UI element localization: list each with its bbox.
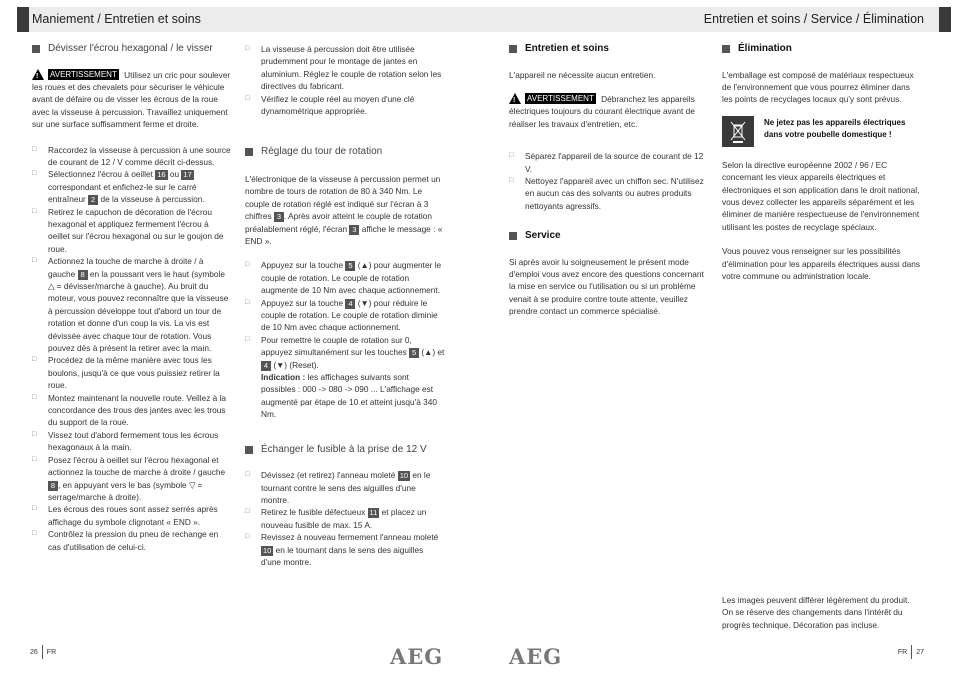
footer-divider bbox=[911, 645, 912, 659]
bin-warning-text: Ne jetez pas les appareils électriques dans votre poubelle domestique ! bbox=[764, 117, 906, 140]
part-number-badge: 5 bbox=[409, 348, 419, 358]
directive-paragraph: Selon la directive européenne 2002 / 96 / EC concernant les vieux appareils électriques et électroniques et son application dans le droit national, vous devez collecter les appareils séparément et les éliminer de manière respectueuse de l'environnement utilisant les postes de recyclage spéciaux. bbox=[722, 159, 920, 232]
warning-text: Débranchez les appareils électriques toujours du courant électrique avant de réaliser les travaux d'entretien, etc. bbox=[509, 93, 695, 129]
list-item: □ La visseuse à percussion doit être utilisée prudemment pour le montage de jantes en aluminium. Réglez le couple de rotation selon les directives du fabricant. bbox=[245, 43, 445, 93]
list-item: □ Nettoyez l'appareil avec un chiffon sec. N'utilisez en aucun cas des solvants ou autres produits nettoyants agressifs. bbox=[509, 175, 709, 212]
section-heading-service: Service bbox=[509, 230, 709, 243]
part-number-badge: 3 bbox=[274, 212, 284, 222]
list-item: □ Séparez l'appareil de la source de courant de 12 V. bbox=[509, 150, 709, 175]
part-number-badge: 4 bbox=[261, 361, 271, 371]
maintenance-paragraph: L'appareil ne nécessite aucun entretien. bbox=[509, 69, 656, 80]
right-header-title: Entretien et soins / Service / Élimination bbox=[703, 12, 924, 26]
left-header-bar bbox=[17, 7, 477, 32]
part-number-badge: 17 bbox=[183, 170, 192, 180]
torque-paragraph: L'électronique de la visseuse à percussion permet un nombre de tours de rotation de 80 à 340 Nm. Le couple de rotation réglé est indiqué sur l'écran à 3 chiffres 3 . Après avoir atteint le couple de rotation préalablement réglé, l'écran 3 affiche le message : « END ». bbox=[245, 173, 443, 246]
column-2 bbox=[245, 43, 445, 568]
aeg-logo-right: AEG bbox=[509, 644, 563, 669]
warning-badge: AVERTISSEMENT bbox=[50, 69, 117, 79]
maintenance-list bbox=[509, 150, 709, 212]
right-page-number: 27 bbox=[916, 648, 924, 656]
list-item: □ Retirez le fusible défectueux 11 et placez un nouveau fusible de max. 15 A. bbox=[245, 506, 445, 531]
left-footer bbox=[30, 645, 56, 659]
list-item: □ Pour remettre le couple de rotation sur 0, appuyez simultanément sur les touches 5 (▲) et 4 (▼) (Reset). Indication : les affichages suivants sont possibles : 000 -> 080 -> 090 ... L'affichage est augmenté par étape de 10 et atteint jusqu'à 340 Nm. bbox=[245, 334, 445, 421]
warning-label bbox=[32, 69, 119, 80]
warning-label bbox=[509, 93, 596, 104]
left-page-number: 26 bbox=[30, 648, 38, 656]
section-heading-maintenance: Entretien et soins bbox=[509, 43, 709, 56]
part-number-badge: 3 bbox=[349, 225, 359, 235]
list-item: □ Dévissez (et retirez) l'anneau moleté 10 en le tournant contre le sens des aiguilles d'une montre. bbox=[245, 469, 445, 506]
torque-steps-list bbox=[245, 259, 445, 420]
list-item: □ Raccordez la visseuse à percussion à une source de courant de 12 / V comme décrit ci-dessus. bbox=[32, 144, 232, 169]
column-4 bbox=[722, 43, 922, 282]
warning-triangle-icon: ! bbox=[32, 69, 44, 80]
crossed-bin-icon bbox=[722, 116, 754, 147]
list-item: □ Vérifiez le couple réel au moyen d'une clé dynamométrique appropriée. bbox=[245, 93, 445, 118]
section-heading-disposal: Élimination bbox=[722, 43, 922, 56]
part-number-badge: 2 bbox=[88, 195, 98, 205]
list-item: □ Appuyez sur la touche 5 (▲) pour augmenter le couple de rotation. Le couple de rotation augmente de 10 Nm avec chaque actionnement. bbox=[245, 259, 445, 296]
list-item: □ Retirez le capuchon de décoration de l'écrou hexagonal et appliquez fermement l'écrou à oeillet sur l'écrou hexagonal ou sur le goujon de roue. bbox=[32, 206, 232, 256]
left-language-code: FR bbox=[46, 648, 57, 656]
indication-label: Indication : bbox=[261, 372, 306, 383]
steps-list bbox=[32, 144, 232, 553]
list-item: □ Vissez tout d'abord fermement tous les écrous hexagonaux à la main. bbox=[32, 429, 232, 454]
column-1 bbox=[32, 43, 232, 553]
disposal-paragraph: L'emballage est composé de matériaux respectueux de l'environnement que vous pourrez éliminer dans les points de recyclages locaux qu'y sont prévus. bbox=[722, 69, 914, 105]
right-footer bbox=[898, 645, 924, 659]
list-item: □ Appuyez sur la touche 4 (▼) pour réduire le couple de rotation. Le couple de rotation diminie de 10 Nm avec chaque actionnement. bbox=[245, 297, 445, 334]
precaution-list bbox=[245, 43, 445, 117]
part-number-badge: 11 bbox=[369, 508, 378, 518]
part-number-badge: 8 bbox=[48, 481, 58, 491]
list-item: □ Montez maintenant la nouvelle route. Veillez à la concordance des trous des jantes avec les trous du support de la roue. bbox=[32, 392, 232, 429]
part-number-badge: 4 bbox=[345, 299, 355, 309]
right-language-code: FR bbox=[897, 648, 908, 656]
warning-triangle-icon: ! bbox=[509, 93, 521, 104]
part-number-badge: 16 bbox=[157, 170, 166, 180]
list-item: □ Posez l'écrou à oeillet sur l'écrou hexagonal et actionnez la touche de marche à droite / gauche 8 , en appuyant vers le bas (symbole ▽ = serrage/marche à droite). bbox=[32, 454, 232, 504]
service-paragraph: Si après avoir lu soigneusement le présent mode d'emploi vous avez encore des questions concernant la mise en service ou l'utilisation ou si un problème venait à se produire contre toute attente, veuillez prendre contact un commerce spécialisé. bbox=[509, 256, 704, 317]
section-heading-fuse: Échanger le fusible à la prise de 12 V bbox=[245, 444, 445, 457]
part-number-badge: 10 bbox=[263, 545, 272, 555]
left-header-tab bbox=[17, 7, 29, 32]
bin-notice bbox=[722, 116, 922, 156]
fuse-steps-list bbox=[245, 469, 445, 568]
left-header-title: Maniement / Entretien et soins bbox=[32, 12, 201, 26]
footer-divider bbox=[42, 645, 43, 659]
aeg-logo-left: AEG bbox=[390, 644, 444, 669]
list-item: □ Sélectionnez l'écrou à oeillet 16 ou 17 correspondant et enfichez-le sur le carré entraîneur 2 de la visseuse à percussion. bbox=[32, 168, 232, 205]
right-header-tab bbox=[939, 7, 951, 32]
list-item: □ Revissez à nouveau fermement l'anneau moleté 10 en le tournant dans le sens des aiguilles d'une montre. bbox=[245, 531, 445, 568]
section-heading-torque: Réglage du tour de rotation bbox=[245, 146, 445, 159]
warning-badge: AVERTISSEMENT bbox=[527, 93, 594, 103]
warning-text: Utilisez un cric pour soulever les roues et des chevalets pour sécuriser le véhicule avant de défaire ou de visser les écrous de la roue avec la visseuse à percussion. Travaillez uniquement sur une surface suffisamment ferme et droite. bbox=[32, 69, 231, 130]
indication-text: les affichages suivants sont possibles : 000 -> 080 -> 090 ... L'affichage est augmenté par étape de 10 et atteint jusqu'à 340 Nm. bbox=[261, 372, 437, 420]
part-number-badge: 8 bbox=[78, 270, 88, 280]
list-item: □ Actionnez la touche de marche à droite / à gauche 8 en la poussant vers le haut (symbole △ = dévisser/marche à gauche). Au bruit du moteur, vous pouvez reconnaître que la visseuse à percussion développe tout d'abord un tour de rotation et donne d'un coup la vis. La vis est dévissée avec chaque tour de rotation. Vous pouvez dès à présent la retirer avec la main. bbox=[32, 255, 232, 354]
right-page bbox=[477, 0, 954, 677]
disclaimer: Les images peuvent différer légèrement du produit. On se réserve des changements dans l'intérêt du progrès technique. Décoration pas incluse. bbox=[722, 595, 910, 630]
warning-paragraph bbox=[32, 69, 232, 131]
right-header-bar bbox=[477, 7, 951, 32]
section-heading-unscrew: Dévisser l'écrou hexagonal / le visser bbox=[32, 43, 232, 56]
column-3 bbox=[509, 43, 709, 318]
local-info-paragraph: Vous pouvez vous renseigner sur les possibilités d'élimination pour les appareils électriques aussi dans votre commune ou administration locale. bbox=[722, 246, 921, 281]
part-number-badge: 10 bbox=[399, 471, 409, 481]
list-item: □ Les écrous des roues sont assez serrés après affichage du symbole clignotant « END ». bbox=[32, 503, 232, 528]
maintenance-warning-paragraph bbox=[509, 93, 709, 130]
part-number-badge: 5 bbox=[345, 261, 355, 271]
list-item: □ Contrôlez la pression du pneu de rechange en cas d'utilisation de celui-ci. bbox=[32, 528, 232, 553]
list-item: □ Procédez de la même manière avec tous les boulons, jusqu'à ce que vous puissiez retirer la roue. bbox=[32, 354, 232, 391]
